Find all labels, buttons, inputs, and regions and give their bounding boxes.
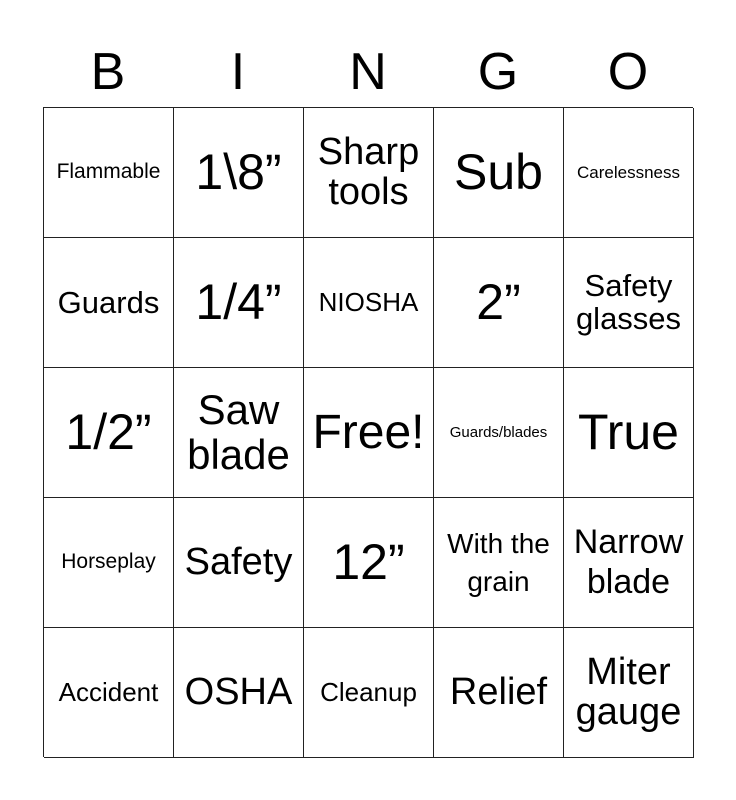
bingo-cell[interactable] xyxy=(434,108,564,238)
bingo-cell[interactable] xyxy=(44,498,174,628)
cell-text: Sharp tools xyxy=(317,130,420,213)
cell-text: Guards/blades xyxy=(449,423,548,441)
cell-text: With the grain xyxy=(447,528,550,597)
bingo-cell[interactable] xyxy=(174,628,304,758)
cell-text: Safety glasses xyxy=(575,267,682,336)
cell-text: Guards xyxy=(57,284,160,320)
bingo-cell[interactable] xyxy=(174,238,304,368)
bingo-cell[interactable] xyxy=(174,108,304,238)
cell-text: OSHA xyxy=(184,670,293,713)
bingo-cell[interactable] xyxy=(304,238,434,368)
cell-text: 1\8” xyxy=(195,143,282,200)
bingo-cell[interactable] xyxy=(304,368,434,498)
bingo-cell[interactable] xyxy=(304,108,434,238)
cell-text: 12” xyxy=(332,533,405,590)
header-letter-b: B xyxy=(90,43,126,101)
bingo-header xyxy=(43,42,693,102)
bingo-cell[interactable] xyxy=(174,498,304,628)
bingo-cell[interactable] xyxy=(174,368,304,498)
free-space-text: Free! xyxy=(312,405,425,459)
header-letter-n: N xyxy=(349,43,387,101)
bingo-cell[interactable] xyxy=(564,628,694,758)
bingo-cell[interactable] xyxy=(564,108,694,238)
cell-text: Narrow blade xyxy=(573,523,684,601)
header-letter-i: I xyxy=(230,43,246,101)
cell-text: True xyxy=(578,403,679,460)
header-letter-g: G xyxy=(477,43,519,101)
cell-text: 1/2” xyxy=(65,403,152,460)
cell-text: Miter gauge xyxy=(575,650,682,733)
bingo-cell[interactable] xyxy=(564,238,694,368)
cell-text: 2” xyxy=(476,273,521,330)
cell-text: NIOSHA xyxy=(318,286,419,317)
bingo-cell[interactable] xyxy=(564,498,694,628)
cell-text: Flammable xyxy=(56,160,161,184)
bingo-cell[interactable] xyxy=(564,368,694,498)
bingo-cell[interactable] xyxy=(44,628,174,758)
bingo-cell[interactable] xyxy=(434,628,564,758)
bingo-board xyxy=(43,107,693,757)
bingo-cell[interactable] xyxy=(44,108,174,238)
cell-text: Accident xyxy=(58,676,159,707)
bingo-cell[interactable] xyxy=(304,498,434,628)
cell-text: 1/4” xyxy=(195,273,282,330)
cell-text: Relief xyxy=(449,670,548,713)
bingo-cell[interactable] xyxy=(434,368,564,498)
bingo-cell[interactable] xyxy=(434,498,564,628)
bingo-cell[interactable] xyxy=(304,628,434,758)
cell-text: Cleanup xyxy=(320,676,417,707)
cell-text: Horseplay xyxy=(61,550,156,574)
cell-text: Safety xyxy=(184,540,293,583)
cell-text: Carelessness xyxy=(577,162,680,182)
cell-text: Sub xyxy=(454,143,543,200)
bingo-cell[interactable] xyxy=(44,238,174,368)
header-letter-o: O xyxy=(607,43,649,101)
cell-text: Saw blade xyxy=(187,386,290,478)
bingo-cell[interactable] xyxy=(434,238,564,368)
bingo-cell[interactable] xyxy=(44,368,174,498)
